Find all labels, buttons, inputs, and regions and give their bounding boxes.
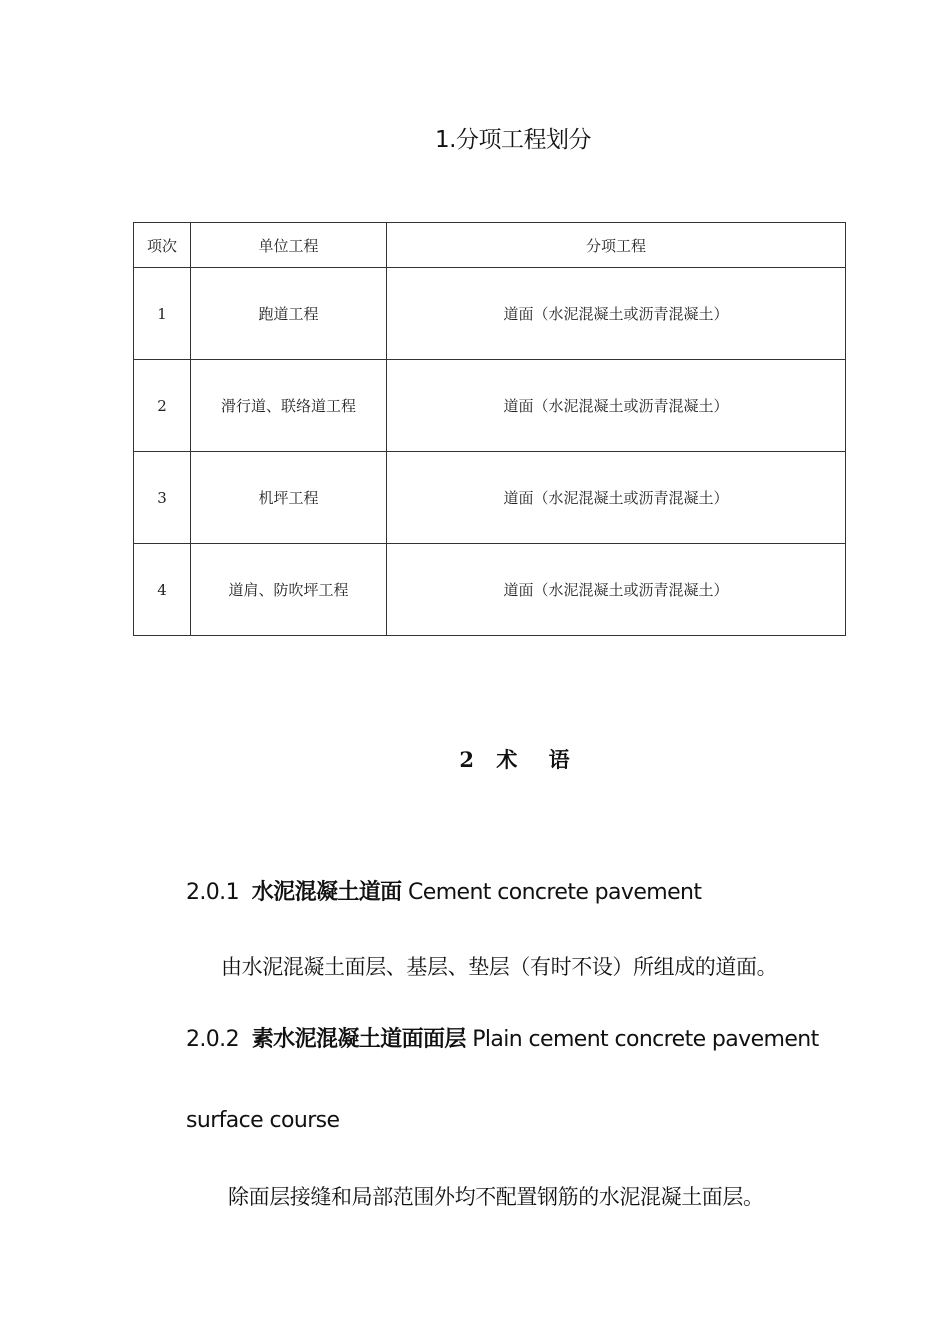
header-unit-project: 单位工程 [191,223,387,268]
cell-item-no: 2 [134,360,191,452]
cell-item-no: 1 [134,268,191,360]
cell-item-no: 3 [134,452,191,544]
table-header-row [134,223,846,268]
chapter-number: 2 [459,747,483,772]
cell-sub-project: 道面（水泥混凝土或沥青混凝土） [387,452,846,544]
term-name-en: Plain cement concrete pavement [472,1027,819,1052]
table-row [134,544,846,636]
division-table [133,222,846,636]
cell-sub-project: 道面（水泥混凝土或沥青混凝土） [387,360,846,452]
section-title: 1.分项工程划分 [435,127,591,153]
cell-sub-project: 道面（水泥混凝土或沥青混凝土） [387,544,846,636]
term-definition: 除面层接缝和局部范围外均不配置钢筋的水泥混凝土面层。 [228,1185,764,1209]
cell-sub-project: 道面（水泥混凝土或沥青混凝土） [387,268,846,360]
chapter-title: 术 语 [496,747,579,772]
cell-unit-project: 机坪工程 [191,452,387,544]
cell-unit-project: 跑道工程 [191,268,387,360]
table-row [134,268,846,360]
cell-item-no: 4 [134,544,191,636]
term-definition: 由水泥混凝土面层、基层、垫层（有时不设）所组成的道面。 [221,955,778,979]
cell-unit-project: 道肩、防吹坪工程 [191,544,387,636]
table-row [134,452,846,544]
term-heading [186,875,701,906]
term-code: 2.0.2 [186,1027,239,1052]
term-name-cn: 素水泥混凝土道面面层 [251,1027,466,1052]
table-row [134,360,846,452]
header-sub-project: 分项工程 [387,223,846,268]
term-heading-continuation: surface course [186,1108,340,1133]
cell-unit-project: 滑行道、联络道工程 [191,360,387,452]
term-code: 2.0.1 [186,880,239,905]
term-heading [186,1022,819,1053]
term-name-en: Cement concrete pavement [408,880,702,905]
chapter-heading [0,744,950,774]
header-item-no: 项次 [134,223,191,268]
term-name-cn: 水泥混凝土道面 [251,880,402,905]
